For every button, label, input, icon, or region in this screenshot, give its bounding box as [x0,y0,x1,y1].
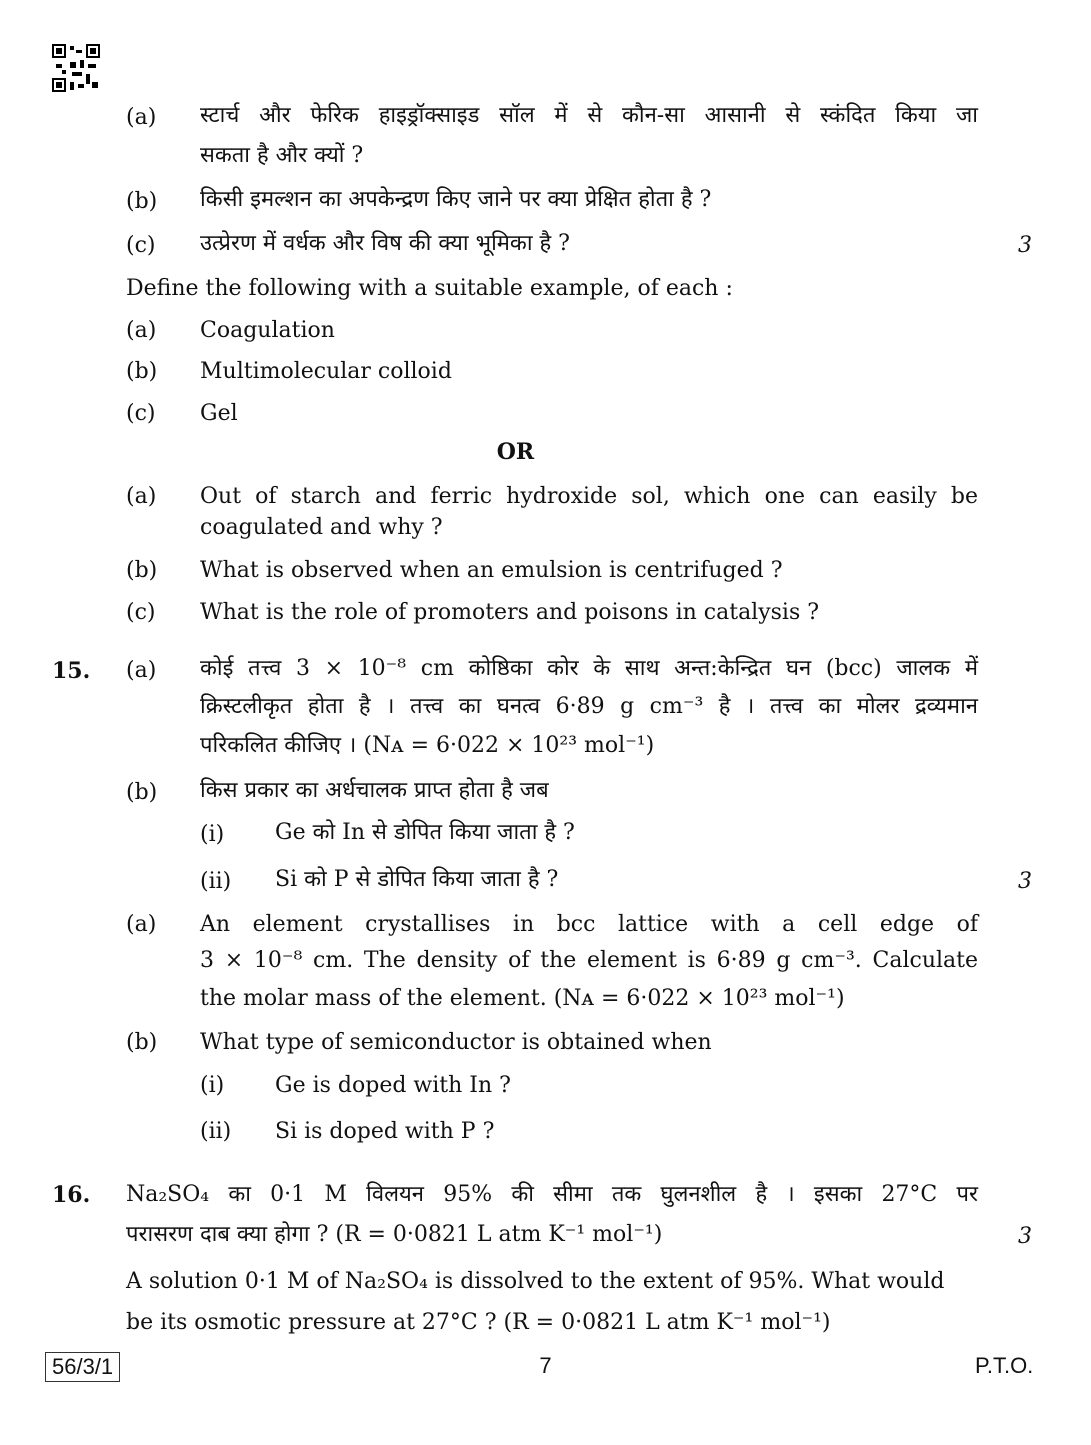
q14-or-a-line1: Out of starch and ferric hydroxide sol, which one can easily be [200,484,978,509]
q15-en-a-line1: An element crystallises in bcc lattice with a cell edge of [200,912,978,937]
q15-en-a-line3: the molar mass of the element. (Nᴀ = 6·022 × 10²³ mol⁻¹) [200,986,845,1011]
q15-en-b-label: (b) [126,1030,158,1055]
q14-en-intro: Define the following with a suitable example, of each : [126,276,733,301]
q15-en-a-label: (a) [126,912,157,937]
or-separator: OR [496,439,535,465]
q16-en-line1: A solution 0·1 M of Na₂SO₄ is dissolved to the extent of 95%. What would [126,1269,945,1294]
q15-en-i-text: Ge is doped with In ? [275,1073,511,1098]
q14-or-b-text: What is observed when an emulsion is centrifuged ? [200,558,783,583]
q14-en-a-text: Coagulation [200,318,335,343]
q15-en-i-label: (i) [200,1073,225,1098]
paper-code: 56/3/1 [45,1352,120,1382]
q15-hi-i-label: (i) [200,822,225,847]
q14-hi-b-label: (b) [126,189,158,214]
q15-hi-a-line2: क्रिस्टलीकृत होता है । तत्त्व का घनत्व 6·89 g cm⁻³ है । तत्त्व का मोलर द्रव्यमान [200,694,978,719]
page-number: 7 [539,1353,552,1378]
q15-marks: 3 [1018,869,1032,894]
q14-hi-a-line2: सकता है और क्यों ? [200,143,364,168]
q15-en-b-text: What type of semiconductor is obtained when [200,1030,712,1055]
q14-hi-c-label: (c) [126,233,156,258]
q14-en-a-label: (a) [126,318,157,343]
q16-marks: 3 [1018,1224,1032,1249]
q14-hi-b-text: किसी इमल्शन का अपकेन्द्रण किए जाने पर क्या प्रेक्षित होता है ? [200,187,712,212]
q15-en-ii-label: (ii) [200,1119,232,1144]
q14-hi-a-line1: स्टार्च और फेरिक हाइड्रॉक्साइड सॉल में से कौन-सा आसानी से स्कंदित किया जा [200,103,978,128]
q14-or-a-label: (a) [126,484,157,509]
q14-en-b-label: (b) [126,359,158,384]
q14-hi-a-label: (a) [126,105,157,130]
q15-hi-ii-label: (ii) [200,869,232,894]
pto-label: P.T.O. [975,1353,1034,1378]
q15-hi-b-label: (b) [126,780,158,805]
q14-or-c-text: What is the role of promoters and poisons in catalysis ? [200,600,820,625]
q15-hi-a-line3: परिकलित कीजिए । (Nᴀ = 6·022 × 10²³ mol⁻¹) [200,733,655,758]
q15-number: 15. [52,658,91,684]
q14-en-b-text: Multimolecular colloid [200,359,452,384]
q14-hi-c-text: उत्प्रेरण में वर्धक और विष की क्या भूमिका है ? [200,231,570,256]
q14-en-c-text: Gel [200,401,238,426]
q16-hi-line2: परासरण दाब क्या होगा ? (R = 0·0821 L atm K⁻¹ mol⁻¹) [126,1222,663,1247]
q15-hi-a-label: (a) [126,658,157,683]
q15-hi-ii-text: Si को P से डोपित किया जाता है ? [275,867,559,892]
q14-marks: 3 [1018,233,1032,258]
q16-en-line2: be its osmotic pressure at 27°C ? (R = 0·0821 L atm K⁻¹ mol⁻¹) [126,1310,831,1335]
qr-code [52,44,100,92]
q15-en-a-line2: 3 × 10⁻⁸ cm. The density of the element is 6·89 g cm⁻³. Calculate [200,948,978,973]
q15-hi-a-line1: कोई तत्त्व 3 × 10⁻⁸ cm कोष्ठिका कोर के साथ अन्त:केन्द्रित घन (bcc) जालक में [200,656,978,681]
q15-hi-b-text: किस प्रकार का अर्धचालक प्राप्त होता है जब [200,778,549,803]
q14-en-c-label: (c) [126,401,156,426]
q15-hi-i-text: Ge को In से डोपित किया जाता है ? [275,820,575,845]
q14-or-b-label: (b) [126,558,158,583]
q15-en-ii-text: Si is doped with P ? [275,1119,495,1144]
q16-hi-line1: Na₂SO₄ का 0·1 M विलयन 95% की सीमा तक घुलनशील है । इसका 27°C पर [126,1182,978,1207]
q14-or-a-line2: coagulated and why ? [200,515,443,540]
q16-number: 16. [52,1182,91,1208]
q14-or-c-label: (c) [126,600,156,625]
